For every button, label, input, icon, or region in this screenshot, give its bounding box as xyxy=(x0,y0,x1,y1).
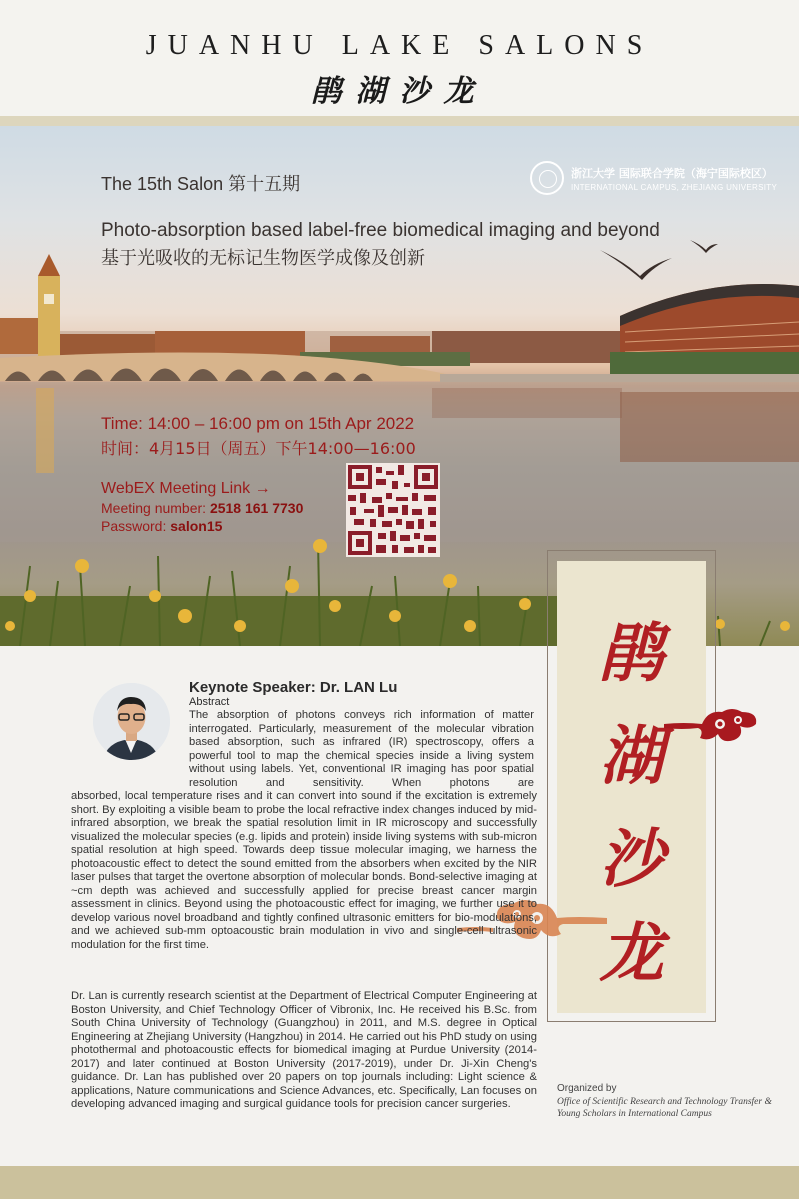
header-band xyxy=(0,116,799,126)
abstract-text: The absorption of photons conveys rich information of matter interrogated. Particularly, measurement of the molecular vibration based absorption, such as infrared (IR) spectroscopy, offers a powerful tool to map the chemical species inside a living system without using labels. Yet, conventional IR imaging has poor spatial resolution and sensitivity. When photons are xyxy=(189,709,534,789)
zju-emblem-icon xyxy=(530,161,564,195)
webex-link[interactable]: WebEX Meeting Link → xyxy=(101,480,271,497)
banner-char: 龙 xyxy=(599,916,664,991)
event-time-en: Time: 14:00 – 16:00 pm on 15th Apr 2022 xyxy=(101,414,415,433)
banner-char: 鹃 xyxy=(599,616,664,691)
keynote-speaker: Keynote Speaker: Dr. LAN Lu xyxy=(189,679,398,696)
banner-char: 湖 xyxy=(599,719,664,794)
meeting-password xyxy=(101,518,222,534)
poster-header xyxy=(0,0,799,118)
salon-number: The 15th Salon 第十五期 xyxy=(101,174,301,194)
webex-qr-code-icon[interactable] xyxy=(346,463,440,557)
talk-title-en: Photo-absorption based label-free biomedical imaging and beyond xyxy=(101,220,660,241)
password-label: Password: xyxy=(101,518,171,534)
meeting-number-value: 2518 161 7730 xyxy=(209,500,304,516)
salon-series-title-cn: 鹃湖沙龙 xyxy=(311,74,488,109)
talk-title-cn: 基于光吸收的无标记生物医学成像及创新 xyxy=(101,248,425,269)
meeting-number xyxy=(101,500,303,516)
organizer-label: Organized by xyxy=(557,1083,617,1094)
password-value: salon15 xyxy=(170,518,223,534)
salon-series-title: JUANHU LAKE SALONS xyxy=(145,30,654,61)
abstract-text-continued: absorbed, local temperature rises and it can convert into sound if the excitation is extremely short. By exploiting a visible beam to probe the local refractive index changes induced by mid-infrared absorption, we break the spatial resolution limit in IR microscopy and successfully visualized the molecular species (e.g. lipids and protein) inside living systems with sub-micron spatial resolution at high speed. Towards deep tissue molecular imaging, we harness the photoacoustic effect to detect the sound emitted from the absorbers when excited by the NIR laser pulses that target the overtone absorption of molecular bonds. Bond-selective imaging at ~cm depth was achieved and successfully applied for precise breast cancer margin assessment in clinics. Beyond using the photoacoustic effect for imaging, we further use it to develop various novel broadband and tightly confined ultrasonic emitters for bio-modulations, and we achieved sub-mm optoacoustic brain modulation in vivo and single-cell ultrasonic modulation for the first time. xyxy=(71,790,537,951)
auspicious-cloud-icon xyxy=(664,704,760,754)
speaker-photo xyxy=(93,683,170,760)
abstract-label: Abstract xyxy=(189,696,230,708)
organizer-text: Office of Scientific Research and Technology Transfer & Young Scholars in International Campus xyxy=(557,1097,772,1119)
event-time-cn: 时间：4月15日（周五）下午14:00—16:00 xyxy=(101,439,416,458)
footer-band xyxy=(0,1166,799,1199)
university-name-cn: 浙江大学 国际联合学院（海宁国际校区） xyxy=(571,167,773,180)
speaker-bio: Dr. Lan is currently research scientist at the Department of Electrical Computer Engineering at Boston University, and Chief Technology Officer of Vibronix, Inc. He received his B.Sc. from South China University of Technology (Guangzhou) in 2011, and M.S. degree in Optical Engineering at Zhejiang University (Hangzhou) in 2014. He carried out his PhD study on using photothermal and photoacoustic effects for biomedical imaging at Purdue University (2014-2017) and later continued at Boston University (2017-2019), under Dr. Ji-Xin Cheng's guidance. Dr. Lan has published over 20 papers on top journals including: Light science & applications, Nature communications and Science Advances, etc. Specifically, Lan focuses on developing advanced imaging and surgical guidance tools for precision cancer surgeries. xyxy=(71,990,537,1110)
university-name-en: INTERNATIONAL CAMPUS, ZHEJIANG UNIVERSITY xyxy=(571,183,778,192)
meeting-number-label: Meeting number: xyxy=(101,500,210,516)
banner-char: 沙 xyxy=(599,822,664,897)
